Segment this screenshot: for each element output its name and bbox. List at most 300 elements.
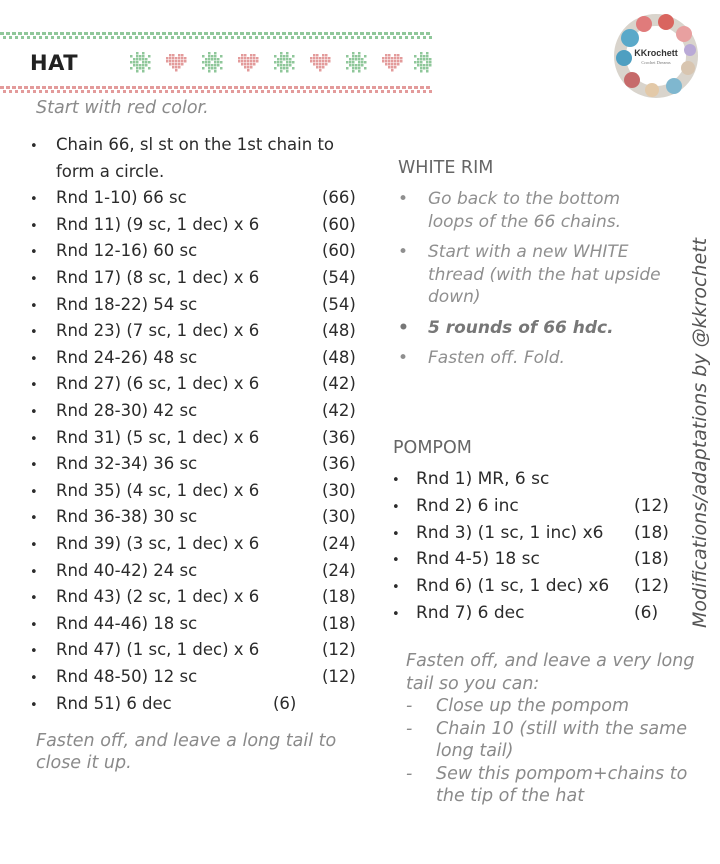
border-stitch: [153, 90, 156, 93]
stitch-count: (24): [322, 534, 356, 553]
border-stitch: [414, 86, 418, 89]
snowflake-motif: [426, 58, 429, 61]
heart-motif: [310, 57, 313, 60]
bullet-icon: •: [30, 192, 38, 208]
stitch-count: (24): [322, 560, 356, 580]
heart-motif: [391, 60, 394, 63]
snowflake-motif: [142, 64, 145, 67]
border-stitch: [93, 36, 96, 39]
border-stitch: [15, 36, 18, 39]
round-instruction: Rnd 51) 6 dec: [56, 693, 172, 713]
section-title-hat: HAT: [30, 51, 79, 75]
stitch-count: (60): [322, 241, 356, 261]
heart-motif: [253, 60, 256, 63]
snowflake-motif: [349, 61, 352, 64]
border-stitch: [372, 32, 376, 35]
border-stitch: [114, 32, 118, 35]
snowflake-motif: [358, 61, 361, 64]
snowflake-motif: [148, 55, 151, 58]
snowflake-motif: [136, 58, 139, 61]
bullet-icon: •: [30, 378, 38, 394]
snowflake-motif: [208, 61, 211, 64]
snowflake-motif: [208, 52, 211, 55]
snowflake-motif: [349, 58, 352, 61]
border-stitch: [228, 86, 232, 89]
border-stitch: [69, 90, 72, 93]
border-stitch: [147, 36, 150, 39]
round-instruction: form a circle.: [56, 161, 165, 181]
border-stitch: [102, 32, 106, 35]
snowflake-motif: [136, 52, 139, 55]
bullet-icon: •: [30, 431, 38, 447]
bullet-icon: •: [30, 351, 38, 367]
snowflake-motif: [420, 58, 423, 61]
snowflake-motif: [358, 70, 361, 73]
border-stitch: [399, 90, 402, 93]
round-instruction: Rnd 6) (1 sc, 1 dec) x6: [416, 576, 610, 597]
border-stitch: [381, 90, 384, 93]
round-instruction: Rnd 40-42) 24 sc: [56, 560, 198, 580]
border-stitch: [423, 36, 426, 39]
border-stitch: [207, 36, 210, 39]
border-stitch: [81, 90, 84, 93]
round-instruction: Rnd 28-30) 42 sc: [56, 401, 198, 420]
heart-motif: [319, 60, 322, 63]
heart-motif: [247, 63, 250, 66]
border-stitch: [81, 36, 84, 39]
heart-motif: [397, 57, 400, 60]
snowflake-motif: [426, 70, 429, 73]
snowflake-motif: [364, 55, 367, 58]
border-stitch: [183, 90, 186, 93]
heart-motif: [313, 57, 316, 60]
snowflake-motif: [208, 70, 211, 73]
border-stitch: [123, 90, 126, 93]
border-stitch: [138, 86, 142, 89]
border-stitch: [219, 36, 222, 39]
border-stitch: [246, 86, 250, 89]
white-rim-item: [396, 317, 666, 340]
border-stitch: [195, 36, 198, 39]
credit-text: Modifications/adaptations by @kkrochett: [689, 237, 711, 628]
border-stitch: [192, 86, 196, 89]
white-rim-item: [396, 188, 666, 233]
snowflake-motif: [352, 52, 355, 55]
border-stitch: [21, 90, 24, 93]
border-stitch: [315, 90, 318, 93]
border-stitch: [231, 90, 234, 93]
border-stitch: [210, 32, 214, 35]
snowflake-motif: [352, 70, 355, 73]
round-instruction: Rnd 11) (9 sc, 1 dec) x 6: [56, 214, 260, 234]
heart-motif: [244, 60, 247, 63]
snowflake-motif: [205, 64, 208, 67]
snowflake-motif: [274, 61, 277, 64]
border-stitch: [408, 32, 412, 35]
heart-motif: [178, 63, 181, 66]
border-stitch: [120, 32, 124, 35]
snowflake-motif: [420, 67, 423, 70]
kkrochett-logo: [608, 8, 704, 104]
snowflake-motif: [211, 58, 214, 61]
border-stitch: [405, 90, 408, 93]
snowflake-motif: [414, 61, 417, 64]
border-stitch: [255, 90, 258, 93]
heart-motif: [166, 57, 169, 60]
border-stitch: [156, 32, 160, 35]
heart-motif: [178, 57, 181, 60]
border-stitch: [57, 90, 60, 93]
border-stitch: [135, 36, 138, 39]
round-instruction: Rnd 36-38) 30 sc: [56, 507, 198, 527]
border-stitch: [255, 36, 258, 39]
heart-motif: [244, 63, 247, 66]
snowflake-motif: [426, 67, 429, 70]
border-stitch: [99, 90, 102, 93]
heart-motif: [256, 57, 259, 60]
white-rim-text: Start with a new WHITE thread (with the hat upside down): [428, 242, 661, 307]
heart-motif: [319, 57, 322, 60]
stitch-count: (6): [273, 693, 297, 713]
border-stitch: [123, 36, 126, 39]
heart-motif: [175, 66, 178, 69]
white-rim-text: Fasten off. Fold.: [428, 348, 565, 368]
snowflake-motif: [208, 55, 211, 58]
bullet-icon: •: [30, 644, 38, 660]
border-stitch: [27, 90, 30, 93]
border-stitch: [363, 90, 366, 93]
snowflake-motif: [361, 58, 364, 61]
border-stitch: [114, 86, 118, 89]
border-stitch: [39, 90, 42, 93]
heart-motif: [322, 60, 325, 63]
border-stitch: [366, 86, 370, 89]
heart-motif: [322, 66, 325, 69]
bullet-icon: •: [392, 473, 400, 488]
snowflake-motif: [352, 55, 355, 58]
heart-motif: [247, 57, 250, 60]
border-stitch: [351, 36, 354, 39]
svg-text:Crochet Dreams: Crochet Dreams: [641, 60, 671, 65]
heart-motif: [181, 60, 184, 63]
bullet-icon: •: [392, 526, 400, 542]
border-stitch: [120, 86, 124, 89]
border-stitch: [84, 32, 88, 35]
round-instruction: Rnd 1-10) 66 sc: [56, 188, 187, 208]
border-stitch: [240, 86, 244, 89]
border-stitch: [324, 32, 328, 35]
heart-motif: [400, 60, 403, 63]
border-stitch: [171, 90, 174, 93]
border-stitch: [186, 86, 190, 89]
heart-motif: [247, 60, 250, 63]
snowflake-motif: [142, 67, 145, 70]
snowflake-motif: [292, 67, 295, 70]
bullet-icon: •: [30, 325, 38, 341]
border-stitch: [276, 32, 280, 35]
heart-motif: [250, 60, 253, 63]
heart-motif: [397, 63, 400, 66]
heart-motif: [175, 69, 178, 72]
border-stitch: [141, 36, 144, 39]
snowflake-motif: [283, 67, 286, 70]
border-stitch: [282, 32, 286, 35]
border-stitch: [84, 86, 88, 89]
bullet-icon: •: [398, 317, 409, 338]
snowflake-motif: [286, 52, 289, 55]
svg-text:KKrochett: KKrochett: [634, 48, 678, 58]
snowflake-motif: [429, 61, 432, 64]
snowflake-motif: [361, 64, 364, 67]
border-stitch: [402, 86, 406, 89]
border-stitch: [213, 90, 216, 93]
round-instruction: Chain 66, sl st on the 1st chain to: [56, 135, 335, 154]
heart-motif: [322, 54, 325, 57]
intro-text: Start with red color.: [36, 98, 209, 118]
border-stitch: [408, 86, 412, 89]
white-rim-text: Go back to the bottom loops of the 66 chains.: [428, 189, 622, 232]
stitch-count: (18): [322, 587, 356, 607]
round-instruction: Rnd 23) (7 sc, 1 dec) x 6: [56, 321, 260, 341]
heart-motif: [319, 63, 322, 66]
border-stitch: [375, 36, 378, 39]
heart-motif: [166, 60, 169, 63]
heart-motif: [385, 54, 388, 57]
border-stitch: [42, 32, 46, 35]
border-stitch: [345, 36, 348, 39]
heart-motif: [325, 63, 328, 66]
border-stitch: [420, 86, 424, 89]
border-stitch: [267, 36, 270, 39]
heart-motif: [169, 63, 172, 66]
heart-motif: [175, 57, 178, 60]
snowflake-motif: [205, 61, 208, 64]
border-stitch: [285, 36, 288, 39]
stitch-count: (42): [322, 374, 356, 394]
border-stitch: [348, 32, 352, 35]
border-stitch: [309, 36, 312, 39]
snowflake-motif: [352, 58, 355, 61]
border-stitch: [252, 32, 256, 35]
border-stitch: [297, 36, 300, 39]
round-instruction: Rnd 17) (8 sc, 1 dec) x 6: [56, 268, 260, 287]
border-stitch: [378, 86, 382, 89]
border-stitch: [336, 32, 340, 35]
heart-motif: [181, 57, 184, 60]
snowflake-motif: [286, 64, 289, 67]
heart-motif: [394, 54, 397, 57]
snowflake-motif: [211, 64, 214, 67]
border-stitch: [420, 32, 424, 35]
section-title-pompom: POMPOM: [393, 438, 472, 458]
snowflake-motif: [355, 55, 358, 58]
border-stitch: [360, 32, 364, 35]
border-stitch: [354, 32, 358, 35]
snowflake-motif: [417, 64, 420, 67]
border-stitch: [342, 86, 346, 89]
border-stitch: [54, 32, 58, 35]
border-stitch: [393, 36, 396, 39]
snowflake-motif: [214, 64, 217, 67]
border-stitch: [222, 86, 226, 89]
heart-motif: [397, 54, 400, 57]
border-stitch: [66, 32, 70, 35]
snowflake-motif: [211, 67, 214, 70]
border-stitch: [315, 36, 318, 39]
border-stitch: [231, 36, 234, 39]
border-stitch: [144, 32, 148, 35]
heart-motif: [184, 60, 187, 63]
bullet-icon: •: [30, 564, 38, 580]
snowflake-motif: [130, 55, 133, 58]
border-stitch: [198, 32, 202, 35]
snowflake-motif: [214, 67, 217, 70]
border-stitch: [291, 90, 294, 93]
border-stitch: [363, 36, 366, 39]
border-stitch: [159, 36, 162, 39]
border-stitch: [198, 86, 202, 89]
snowflake-motif: [283, 58, 286, 61]
bullet-icon: •: [30, 245, 38, 261]
border-stitch: [249, 90, 252, 93]
heart-motif: [394, 66, 397, 69]
heart-motif: [391, 69, 394, 72]
snowflake-motif: [133, 64, 136, 67]
border-stitch: [387, 90, 390, 93]
heart-motif: [313, 60, 316, 63]
border-stitch: [282, 86, 286, 89]
snowflake-motif: [286, 58, 289, 61]
stitch-count: (48): [322, 321, 356, 341]
border-stitch: [0, 32, 4, 35]
border-stitch: [327, 36, 330, 39]
snowflake-motif: [130, 61, 133, 64]
snowflake-motif: [133, 58, 136, 61]
heart-motif: [322, 57, 325, 60]
snowflake-motif: [355, 58, 358, 61]
snowflake-motif: [145, 58, 148, 61]
border-stitch: [411, 36, 414, 39]
border-stitch: [12, 86, 16, 89]
border-stitch: [378, 32, 382, 35]
snowflake-motif: [208, 67, 211, 70]
border-stitch: [18, 86, 22, 89]
border-stitch: [96, 32, 100, 35]
border-stitch: [168, 86, 172, 89]
border-stitch: [174, 86, 178, 89]
border-stitch: [6, 32, 10, 35]
white-rim-item: [396, 241, 666, 309]
border-stitch: [381, 36, 384, 39]
pompom-finish-note: [406, 650, 696, 808]
border-stitch: [48, 86, 52, 89]
heart-motif: [184, 57, 187, 60]
heart-motif: [238, 60, 241, 63]
border-stitch: [189, 36, 192, 39]
heart-motif: [328, 57, 331, 60]
border-stitch: [291, 36, 294, 39]
border-stitch: [174, 32, 178, 35]
border-stitch: [33, 90, 36, 93]
round-instruction: Rnd 1) MR, 6 sc: [416, 469, 550, 489]
heart-motif: [172, 66, 175, 69]
heart-motif: [391, 66, 394, 69]
heart-motif: [169, 60, 172, 63]
snowflake-motif: [426, 61, 429, 64]
heart-motif: [172, 60, 175, 63]
border-stitch: [177, 36, 180, 39]
border-stitch: [150, 86, 154, 89]
snowflake-motif: [136, 64, 139, 67]
bullet-icon: •: [30, 511, 38, 527]
border-stitch: [36, 32, 40, 35]
border-stitch: [249, 36, 252, 39]
snowflake-motif: [429, 64, 432, 67]
border-stitch: [129, 36, 132, 39]
heart-motif: [238, 57, 241, 60]
border-stitch: [117, 36, 120, 39]
snowflake-motif: [220, 67, 223, 70]
border-stitch: [207, 90, 210, 93]
heart-motif: [382, 60, 385, 63]
border-stitch: [21, 36, 24, 39]
heart-motif: [388, 66, 391, 69]
round-instruction: Rnd 2) 6 inc: [416, 495, 519, 516]
snowflake-motif: [352, 61, 355, 64]
border-stitch: [12, 32, 16, 35]
snowflake-motif: [414, 55, 417, 58]
border-stitch: [384, 32, 388, 35]
heart-motif: [388, 63, 391, 66]
bullet-icon: •: [392, 553, 400, 569]
border-stitch: [273, 36, 276, 39]
border-stitch: [297, 90, 300, 93]
dash-icon: -: [406, 696, 413, 716]
snowflake-motif: [426, 64, 429, 67]
stitch-count: (18): [322, 613, 356, 633]
border-stitch: [402, 32, 406, 35]
border-stitch: [336, 86, 340, 89]
snowflake-motif: [208, 58, 211, 61]
bullet-icon: •: [392, 607, 400, 622]
stitch-count: (66): [322, 188, 356, 208]
border-stitch: [285, 90, 288, 93]
heart-motif: [247, 69, 250, 72]
bullet-icon: •: [398, 242, 409, 262]
border-stitch: [330, 32, 334, 35]
snowflake-motif: [423, 64, 426, 67]
border-stitch: [39, 36, 42, 39]
bullet-icon: •: [30, 697, 38, 713]
heart-motif: [244, 54, 247, 57]
heart-motif: [313, 63, 316, 66]
border-stitch: [405, 36, 408, 39]
border-stitch: [180, 32, 184, 35]
border-stitch: [354, 86, 358, 89]
border-stitch: [126, 32, 130, 35]
bullet-icon: •: [30, 591, 38, 607]
border-stitch: [324, 86, 328, 89]
bullet-icon: •: [30, 458, 38, 474]
pompom-step-text: Close up the pompom: [436, 696, 630, 716]
round-instruction: Rnd 47) (1 sc, 1 dec) x 6: [56, 640, 260, 660]
snowflake-motif: [280, 58, 283, 61]
round-instruction: Rnd 24-26) 48 sc: [56, 347, 198, 367]
border-stitch: [51, 90, 54, 93]
heart-motif: [385, 63, 388, 66]
heart-motif: [316, 54, 319, 57]
snowflake-motif: [277, 64, 280, 67]
